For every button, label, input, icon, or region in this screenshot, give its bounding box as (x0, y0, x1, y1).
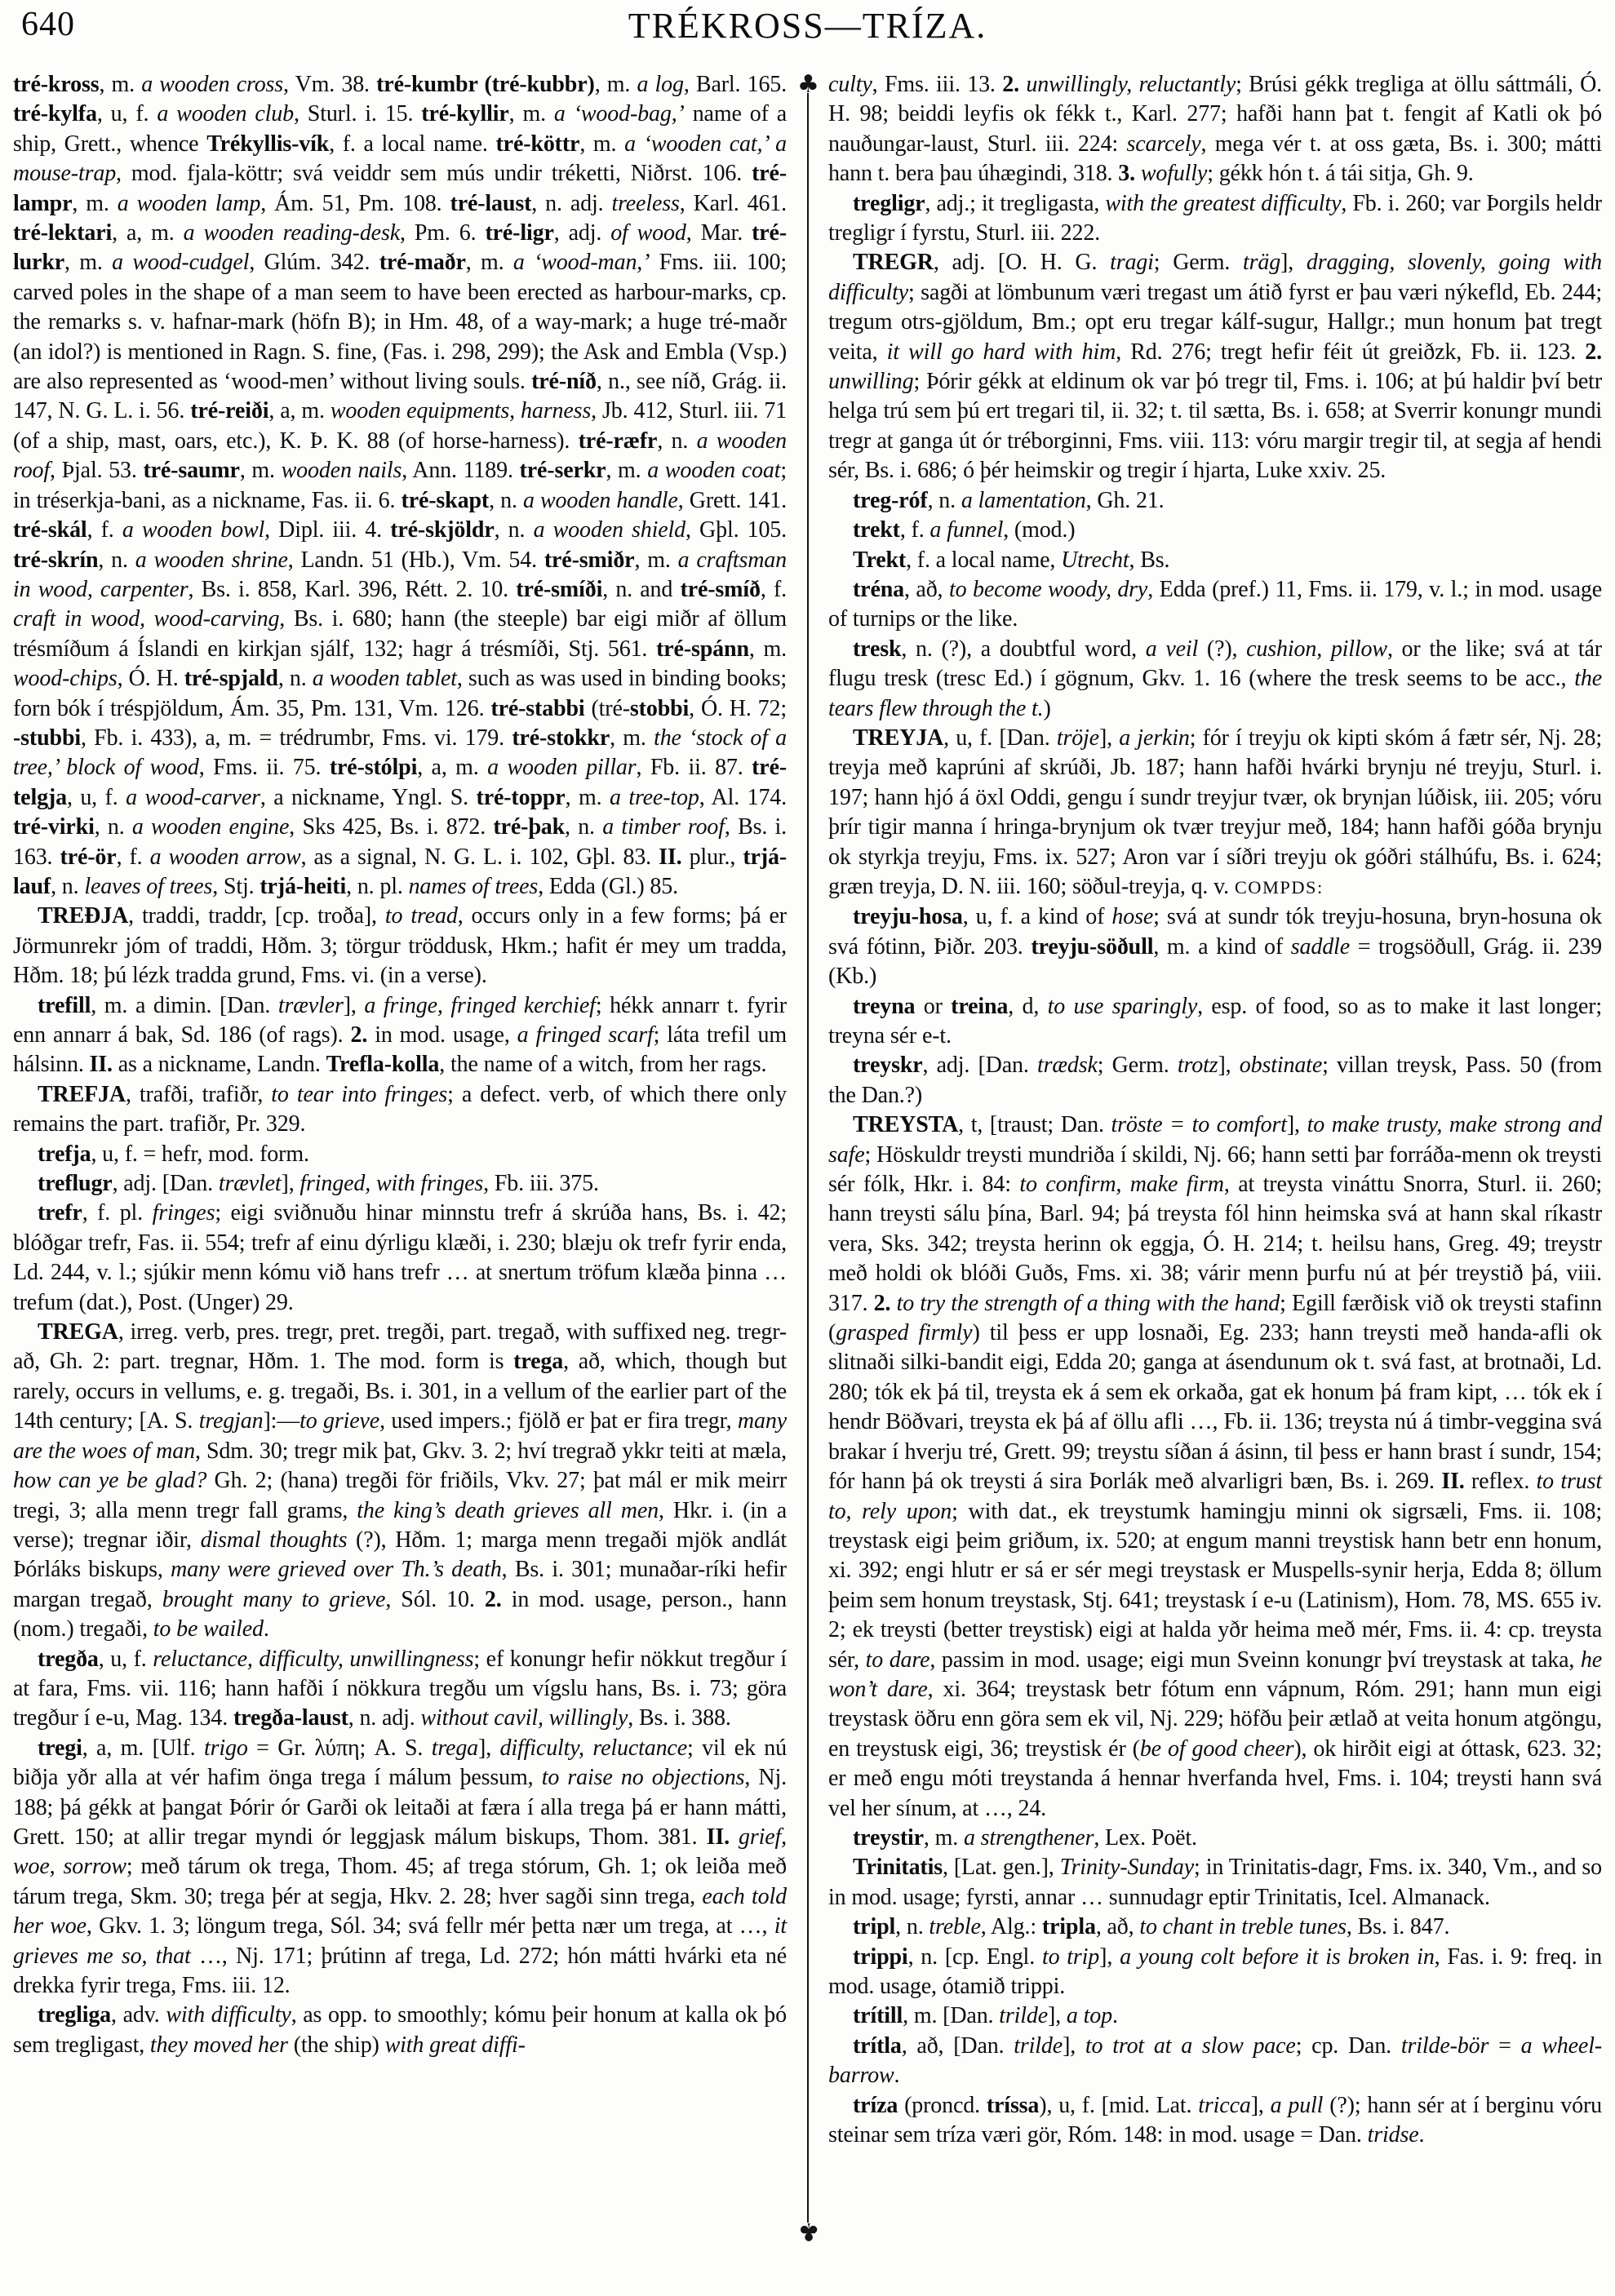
dictionary-entry-paragraph: trefja, u, f. = hefr, mod. form. (38, 1141, 309, 1167)
dictionary-entry-paragraph: treyna or treina, d, to use sparingly, esp. of food, so as to make it last longer; treyna sér e-t. (828, 993, 1602, 1048)
dictionary-entry-paragraph: tregligr, adj.; it tregligasta, with the greatest difficulty, Fb. i. 260; var Þorgils heldr tregligr í fyrstu, Sturl. iii. 222. (828, 190, 1602, 246)
dictionary-entry-paragraph: treyskr, adj. [Dan. trædsk; Germ. trotz], obstinate; villan treysk, Pass. 50 (from the Dan.?) (828, 1053, 1602, 1108)
dictionary-entry-paragraph: Trekt, f. a local name, Utrecht, Bs. (853, 547, 1170, 573)
page-header (0, 0, 1615, 69)
text-columns (13, 70, 1602, 2288)
dictionary-entry-paragraph: tregliga, adv. with difficulty, as opp. to smoothly; kómu þeir honum at kalla ok þó sem tregligast, they moved her (the ship) with great diffi- (13, 2002, 787, 2058)
dictionary-entry-paragraph: TREYJA, u, f. [Dan. tröje], a jerkin; fór í treyju ok kipti skóm á fætr sér, Nj. 28; treyja með kaprúni af skrúði, Jb. 187; hann hafði hvárki brynju né treyju, Sturl. i. 197; hann hjó á öxl Oddi, gengu í sundr treyjur tvær, ok brynjan lúðisk, iii. 205; vóru þrír tigir manna í hringa-brynjum ok tvær treyjur með, 184; hann hafði góða brynju ok styrkja treyju, Fms. ix. 527; Aron var í síðri treyju ok góðri stálhúfu, Bs. i. 624; græn treyja, D. N. iii. 160; söðul-treyja, q. v. COMPDS: (828, 725, 1603, 899)
dictionary-entry-paragraph: trekt, f. a funnel, (mod.) (853, 517, 1076, 543)
dictionary-entry-paragraph: tresk, n. (?), a doubtful word, a veil (?), cushion, pillow, or the like; svá at tár flugu tresk (tresc Ed.) í gögnum, Gkv. 1. 16 (where the tresk seems to be acc., the tears flew through the t.) (828, 636, 1602, 721)
dictionary-entry-paragraph: treyju-hosa, u, f. a kind of hose; svá at sundr tók treyju-hosuna, bryn-hosuna ok svá fótinn, Þiðr. 203. treyju-söðull, m. a kind of saddle = trogsöðull, Grág. ii. 239 (Kb.) (828, 904, 1603, 990)
dictionary-entry-paragraph: tríza (proncd. tríssa), u, f. [mid. Lat. tricca], a pull (?); hann sér at í berginu vóru steinar sem tríza væri gör, Róm. 148: in mod. usage = Dan. tridse. (828, 2092, 1603, 2148)
trefoil-ornament-top-icon (797, 73, 819, 97)
dictionary-entry-paragraph: trítill, m. [Dan. trilde], a top. (853, 2003, 1118, 2029)
left-column (13, 70, 787, 2288)
dictionary-entry-paragraph: TREYSTA, t, [traust; Dan. tröste = to comfort], to make trusty, make strong and safe; Höskuldr treysti mundriða í skildi, Nj. 66; hann setti þar forráða-menn ok treysti sér fólk, Hkr. i. 84: to confirm, make firm, at treysta vináttu Snorra, Sturl. ii. 260; hann treysti sálu þína, Barl. 94; þá treysta fól hinn heimska svá at hann skal ríkastr vera, Sks. 342; treysta herinn ok eggja, Ó. H. 214; t. heilsu hans, Greg. 49; treystr með holdi ok blóði Guðs, Fms. xi. 38; várir menn þurfu nú at þér treystið þá, viii. 317. 2. to try the strength of a thing with the hand; Egill færðisk við ok treysti stafinn (grasped firmly) til þess er upp losnaði, Eg. 233; hann treysti með handa-afli ok slitnaði silki-bandit eigi, Edda 20; ganga at ásendunum ok t. svá fast, at brotnaði, Ld. 280; tók ek þá til, treysta ek á sem ek orkaða, gat ek honum þá fram kipt, … tók ek í hendr Böðvari, treysta ek þá af öllu afli …, Fb. ii. 136; treysta nú á timbr-veggina svá brakar í hverju tré, Grett. 99; treystu síðan á ásinn, til þess er hann brast í sundr, 154; fór hann þá ok treysti á sira Þorlák með alvarligri bæn, Bs. i. 269. II. reflex. to trust to, rely upon; with dat., ek treystumk hamingju minni ok sigrsæli, Fms. ii. 108; treystask eigi þeim griðum, ix. 520; at engum manni treystisk hann betr enn honum, xi. 392; engi hlutr er sá er sér megi treystask er Muspells-synir herja, Edda 8; öllum þeim sem honum treystask, Stj. 641; treystask í e-u (Latinism), Hom. 78, MS. 655 iv. 2; ek treysti (better treystisk) eigi at halda yðr heima með mér, Fms. ii. 4: cp. treysta sér, to dare, passim in mod. usage; eigi mun Sveinn konungr því treystask at taka, he won’t dare, xi. 364; treystask betr fótum enn vápnum, Róm. 291; hann mun eigi treystask öðru enn göra sem ek vil, Nj. 229; höfðu þeir ætlað at veita honum atgöngu, en treystusk eigi, 36; treystisk ér (be of good cheer), ok hirðit eigi at óttask, 623. 32; er með engu móti treystanda á hennar hverfanda hvel, Fms. i. 104; treysti hann svá vel her sínum, at …, 24. (828, 1112, 1603, 1821)
dictionary-entry-paragraph: tréna, að, to become woody, dry, Edda (pref.) 11, Fms. ii. 179, v. l.; in mod. usage of turnips or the like. (828, 576, 1603, 632)
dictionary-entry-paragraph: tré-kross, m. a wooden cross, Vm. 38. tré-kumbr (tré-kubbr), m. a log, Barl. 165. tré-kylfa, u, f. a wooden club, Sturl. i. 15. tré-kyllir, m. a ‘wood-bag,’ name of a ship, Grett., whence Trékyllis-vík, f. a local name. tré-köttr, m. a ‘wooden cat,’ a mouse-trap, mod. fjala-köttr; svá veiddr sem mús undir tréketti, Niðrst. 106. tré-lampr, m. a wooden lamp, Ám. 51, Pm. 108. tré-laust, n. adj. treeless, Karl. 461. tré-lektari, a, m. a wooden reading-desk, Pm. 6. tré-ligr, adj. of wood, Mar. tré-lurkr, m. a wood-cudgel, Glúm. 342. tré-maðr, m. a ‘wood-man,’ Fms. iii. 100; carved poles in the shape of a man seem to have been erected as harbour-marks, cp. the remarks s. v. hafnar-mark (höfn B); in Hm. 48, of a way-mark; a huge tré-maðr (an idol?) is mentioned in Ragn. S. fine, (Fas. i. 298, 299); the Ask and Embla (Vsp.) are also represented as ‘wood-men’ without living souls. tré-níð, n., see níð, Grág. ii. 147, N. G. L. i. 56. tré-reiði, a, m. wooden equipments, harness, Jb. 412, Sturl. iii. 71 (of a ship, mast, oars, etc.), K. Þ. K. 88 (of horse-harness). tré-ræfr, n. a wooden roof, Þjal. 53. tré-saumr, m. wooden nails, Ann. 1189. tré-serkr, m. a wooden coat; in tréserkja-bani, as a nickname, Fas. ii. 6. tré-skapt, n. a wooden handle, Grett. 141. tré-skál, f. a wooden bowl, Dipl. iii. 4. tré-skjöldr, n. a wooden shield, Gþl. 105. tré-skrín, n. a wooden shrine, Landn. 51 (Hb.), Vm. 54. tré-smiðr, m. a craftsman in wood, carpenter, Bs. i. 858, Karl. 396, Rétt. 2. 10. tré-smíði, n. and tré-smíð, f. craft in wood, wood-carving, Bs. i. 680; hann (the steeple) bar eigi miðr af öllum trésmíðum á Íslandi en kirkjan sjálf, 132; hagr á trésmíði, Stj. 561. tré-spánn, m. wood-chips, Ó. H. tré-spjald, n. a wooden tablet, such as was used in binding books; forn bók í tréspjöldum, Ám. 35, Pm. 131, Vm. 126. tré-stabbi (tré-stobbi, Ó. H. 72; -stubbi, Fb. i. 433), a, m. = trédrumbr, Fms. vi. 179. tré-stokkr, m. the ‘stock of a tree,’ block of wood, Fms. ii. 75. tré-stólpi, a, m. a wooden pillar, Fb. ii. 87. tré-telgja, u, f. a wood-carver, a nickname, Yngl. S. tré-toppr, m. a tree-top, Al. 174. tré-virki, n. a wooden engine, Sks 425, Bs. i. 872. tré-þak, n. a timber roof, Bs. i. 163. tré-ör, f. a wooden arrow, as a signal, N. G. L. i. 102, Gþl. 83. II. plur., trjá-lauf, n. leaves of trees, Stj. trjá-heiti, n. pl. names of trees, Edda (Gl.) 85. (13, 72, 788, 899)
dictionary-entry-paragraph: TREGR, adj. [O. H. G. tragi; Germ. träg], dragging, slovenly, going with difficulty; sagði at lömbunum væri tregast um átið fyrst er þau væri nýkefld, Eb. 244; tregum otrs-gjöldum, Bm.; opt eru tregar kálf-sugur, Hallgr.; mun honum þat tregt veita, it will go hard with him, Rd. 276; tregt hefir féit út greiðzk, Fb. ii. 123. 2. unwilling; Þórir gékk at eldinum ok var þó tregr til, Fms. i. 106; at þú haldir því betr helga trú sem þú ert tregari til, ii. 32; t. til sætta, Bs. i. 658; at Sverrir konungr mundi tregr at ganga út ór tréborginni, Fms. viii. 113: vóru margir tregir til, at segja af hendi sér, Bs. i. 686; ó þér heimskir og tregir í hjarta, Luke xxiv. 25. (828, 250, 1602, 484)
dictionary-entry-paragraph: tripl, n. treble, Alg.: tripla, að, to chant in treble tunes, Bs. i. 847. (853, 1914, 1450, 1940)
dictionary-entry-paragraph: trefr, f. pl. fringes; eigi sviðnuðu hinar minnstu trefr á skrúða hans, Bs. i. 42; blóðgar trefr, Fas. ii. 554; trefr af einu dýrligu klæði, i. 230; blæju ok trefr fyrir enda, Ld. 244, v. l.; sjúkir menn kómu við hans trefr … at snertum tröfum klæða þinna … trefum (dat.), Post. (Unger) 29. (13, 1200, 787, 1315)
dictionary-entry-paragraph: TREFJA, trafði, trafiðr, to tear into fringes; a defect. verb, of which there only remains the part. trafiðr, Pr. 329. (13, 1081, 787, 1137)
column-divider-rule (807, 93, 809, 2223)
dictionary-entry-paragraph: tregi, a, m. [Ulf. trigo = Gr. λύπη; A. S. trega], difficulty, reluctance; vil ek nú biðja yðr alla at vér hafim önga trega í málum þessum, to raise no objections, Nj. 188; þá gékk at þangat Þórir ór Garði ok leitaði at færa í alla trega þá er hann mátti, Grett. 150; at allir tregar myndi ór leggjask málum biskups, Thom. 381. II. grief, woe, sorrow; með tárum ok trega, Thom. 45; af trega stórum, Gh. 1; ok leiða með tárum trega, Skm. 30; trega þér at segja, Hkv. 2. 28; hver sagði sinn trega, each told her woe, Gkv. 1. 3; löngum trega, Sól. 34; svá fellr mér þetta nær um trega, at …, it grieves me so, that …, Nj. 171; þrútinn af trega, Ld. 272; hón mátti hvárki eta né drekka fyrir trega, Fms. iii. 12. (13, 1735, 788, 1998)
dictionary-entry-paragraph: tregða, u, f. reluctance, difficulty, unwillingness; ef konungr hefir nökkut tregður í at fara, Fms. vii. 116; hann hafði í nökkura tregðu um vígslu hans, Bs. i. 73; göra tregður í e-u, Mag. 134. tregða-laust, n. adj. without cavil, willingly, Bs. i. 388. (13, 1646, 788, 1731)
dictionary-entry-paragraph: TREGA, irreg. verb, pres. tregr, pret. tregði, part. tregað, with suffixed neg. tregr-að, Gh. 2: part. tregnar, Hðm. 1. The mod. form is trega, að, which, though but rarely, occurs in vellums, e. g. tregaði, Bs. i. 301, in a vellum of the earlier part of the 14th century; [A. S. tregjan]:—to grieve, used impers.; fjölð er þat er fira tregr, many are the woes of man, Sdm. 30; tregr mik þat, Gkv. 3. 2; hví tregrað ykkr teiti at mæla, how can ye be glad? Gh. 2; (hana) tregði för friðils, Vkv. 27; þat mál er mik meirr tregi, 3; alla menn tregr fall grams, the king’s death grieves all men, Hkr. i. (in a verse); tregnar iðir, dismal thoughts (?), Hðm. 1; marga menn tregaði mjök andlát Þórláks biskups, many were grieved over Th.’s death, Bs. i. 301; munaðar-ríki hefir margan tregað, brought many to grieve, Sól. 10. 2. in mod. usage, person., hann (nom.) tregaði, to be wailed. (13, 1319, 788, 1642)
dictionary-entry-paragraph: trippi, n. [cp. Engl. to trip], a young colt before it is broken in, Fas. i. 9: freq. in mod. usage, ótamið trippi. (828, 1944, 1602, 1999)
dictionary-entry-paragraph: culty, Fms. iii. 13. 2. unwillingly, reluctantly; Brúsi gékk tregliga at öllu sáttmáli, Ó. H. 98; beiddi leyfis ok fékk t., Karl. 277; hafði hann þat t. fengit af Katli ok þó nauðungar-laust, Sturl. iii. 224: scarcely, mega vér t. at oss gæta, Bs. i. 300; mátti hann t. bera þau úhægindi, 318. 3. wofully; gékk hón t. á tái sitja, Gh. 9. (828, 72, 1602, 187)
dictionary-entry-paragraph: trefill, m. a dimin. [Dan. trævler], a fringe, fringed kerchief; hékk annarr t. fyrir enn annarr á bak, Sd. 186 (of rags). 2. in mod. usage, a fringed scarf; láta trefil um hálsinn. II. as a nickname, Landn. Trefla-kolla, the name of a witch, from her rags. (13, 992, 787, 1078)
trefoil-ornament-bottom-icon (797, 2218, 819, 2243)
dictionary-entry-paragraph: treg-róf, n. a lamentation, Gh. 21. (853, 487, 1165, 513)
dictionary-entry-paragraph: treystir, m. a strengthener, Lex. Poët. (853, 1824, 1197, 1851)
right-column (828, 70, 1602, 2288)
dictionary-entry-paragraph: Trinitatis, [Lat. gen.], Trinity-Sunday; in Trinitatis-dagr, Fms. ix. 340, Vm., and so in mod. usage; fyrsti, annar … sunnudagr eptir Trinitatis, Icel. Almanack. (828, 1855, 1602, 1910)
dictionary-entry-paragraph: treflugr, adj. [Dan. trævlet], fringed, with fringes, Fb. iii. 375. (38, 1171, 599, 1197)
page-title: TRÉKROSS—TRÍZA. (628, 6, 987, 46)
dictionary-entry-paragraph: trítla, að, [Dan. trilde], to trot at a slow pace; cp. Dan. trilde-bör = a wheel-barrow. (828, 2032, 1602, 2089)
dictionary-entry-paragraph: TREÐJA, traddi, traddr, [cp. troða], to tread, occurs only in a few forms; þá er Jörmunrekr jóm of traddi, Hðm. 3; törgur tröddusk, Hkm.; hafit ér mey um tradda, Hðm. 18; þú lézk tradda grund, Fms. vi. (in a verse). (13, 903, 787, 989)
page-number: 640 (21, 6, 75, 43)
